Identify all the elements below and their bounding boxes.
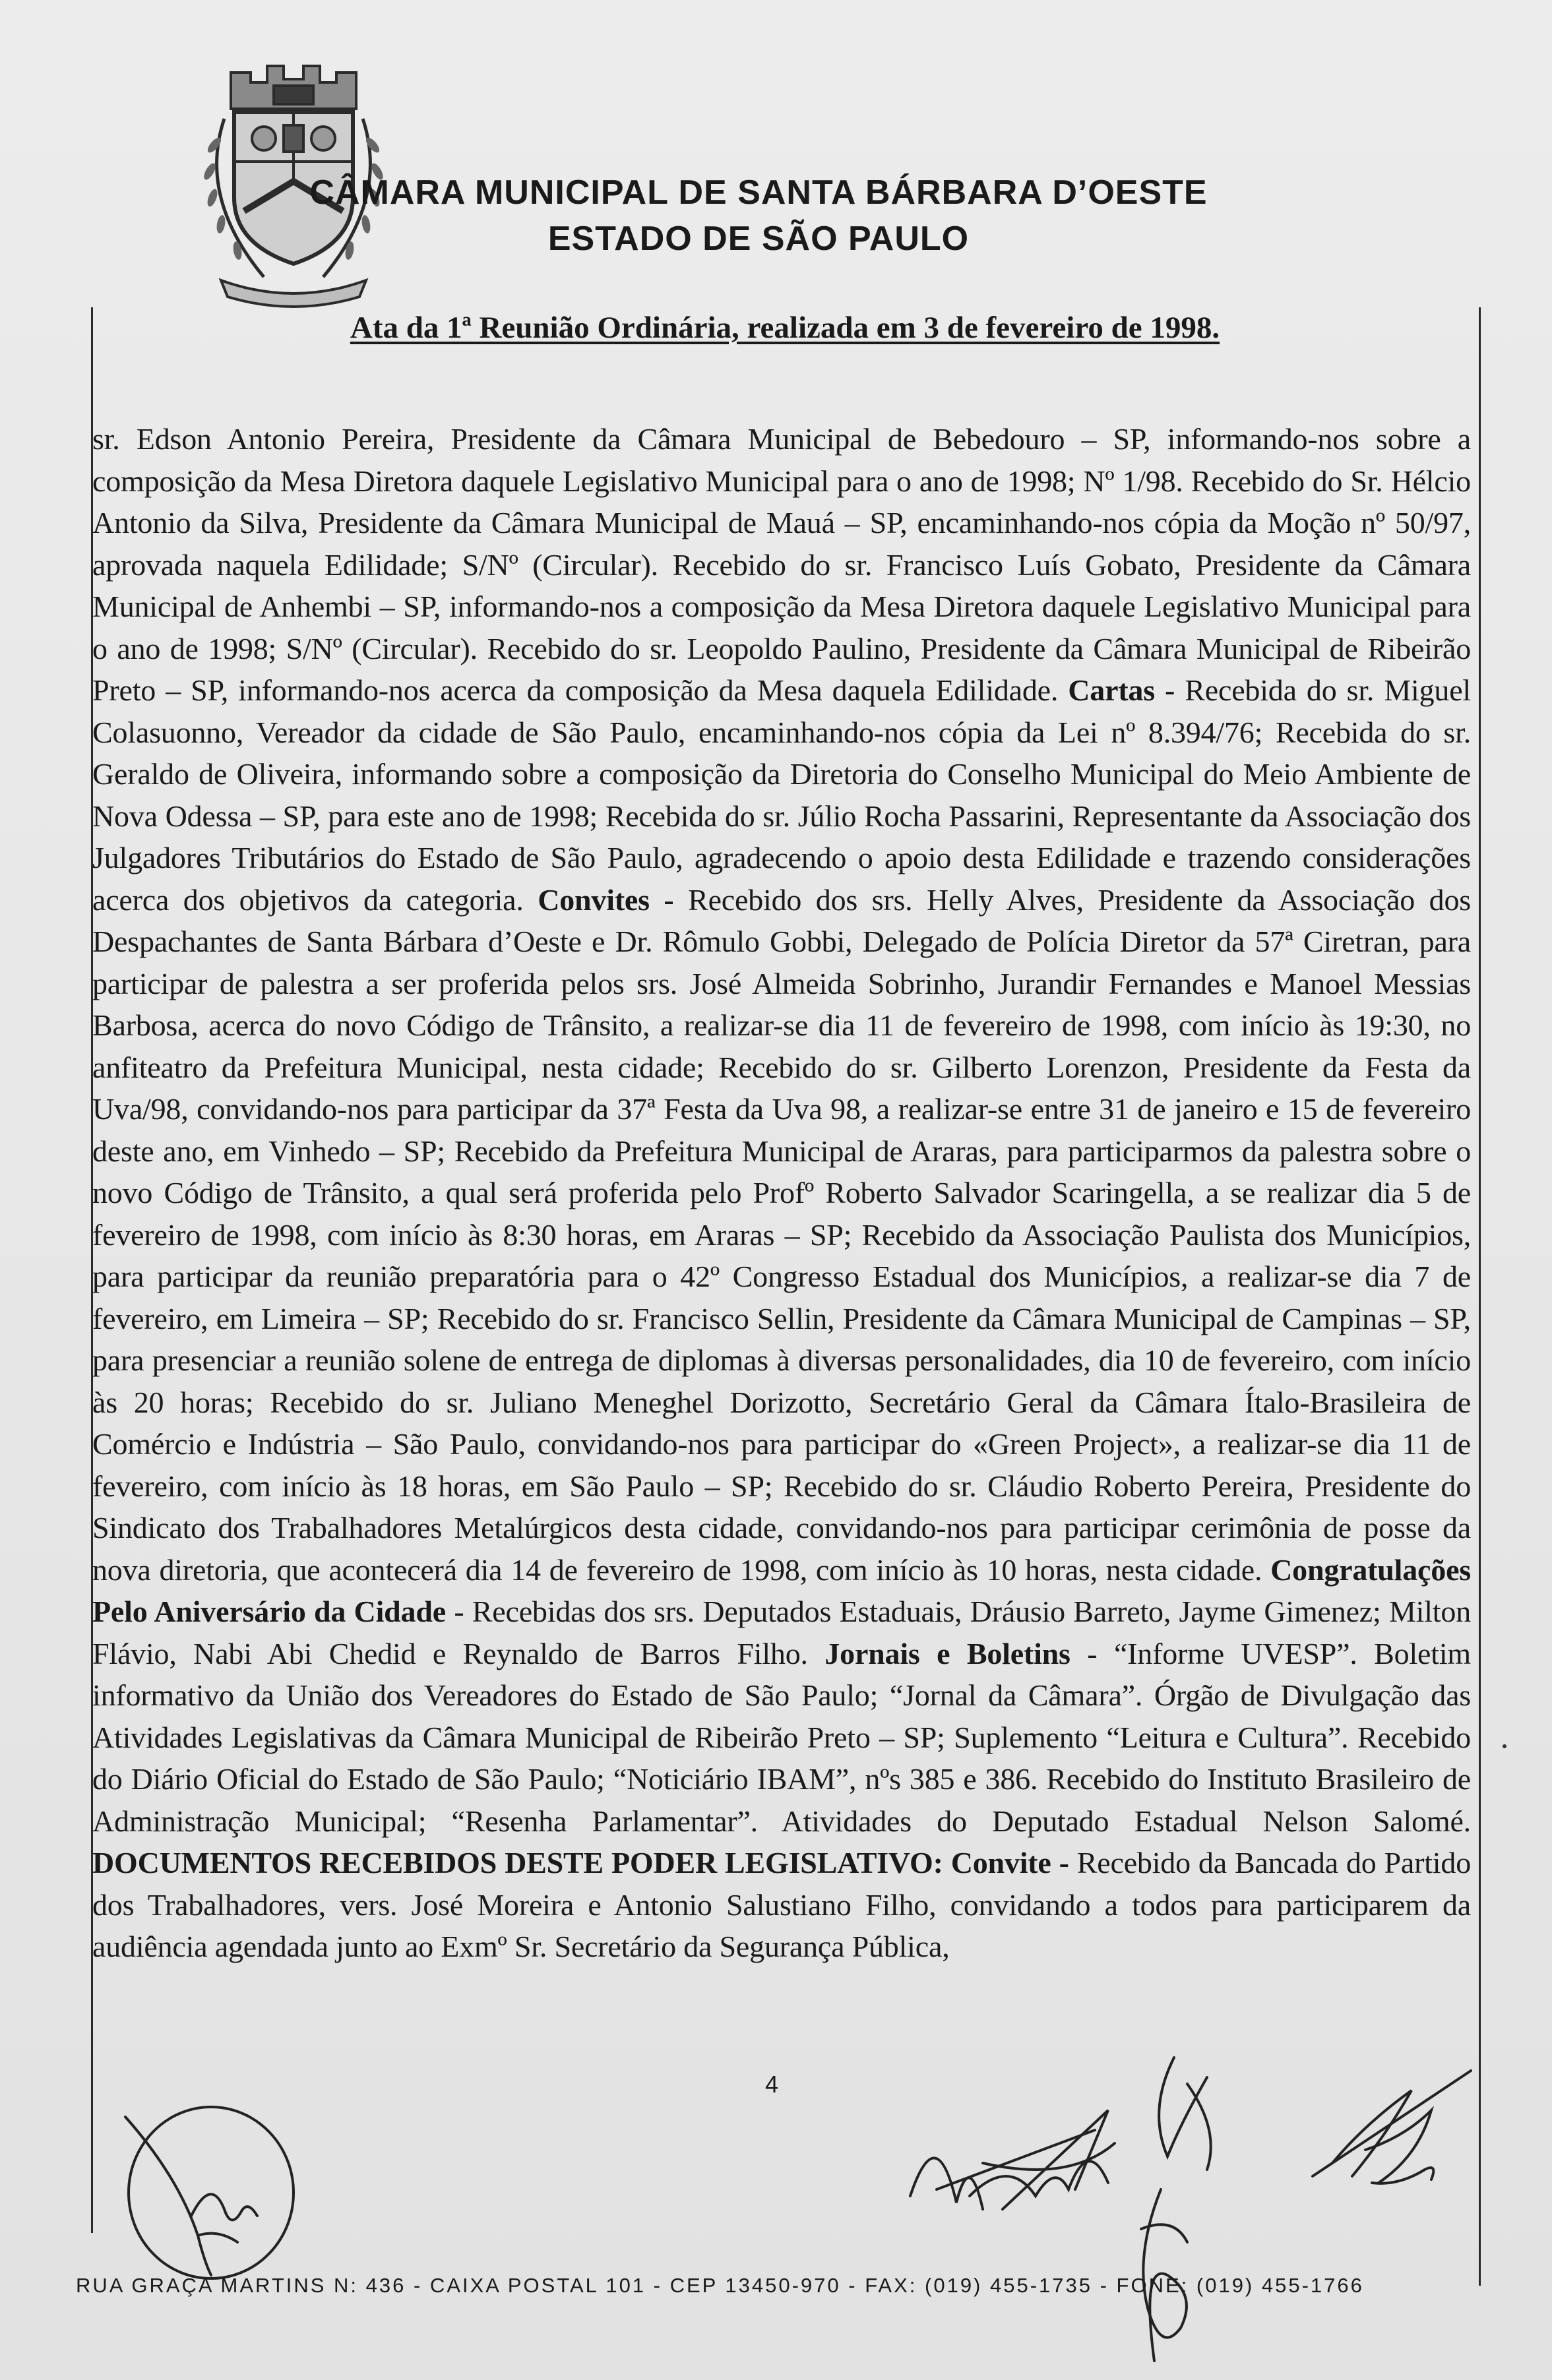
signature-right — [1273, 2051, 1484, 2216]
section-heading-cartas: Cartas - — [1068, 673, 1175, 707]
body-paragraph: Recebido da Bancada do Partido dos Trabalhadores, vers. José Moreira e Antonio Salustiano Filho, convidando a todos para participarem da audiência agendada junto ao Exmº Sr. Secretário da Segurança Pública, — [92, 1846, 1471, 1963]
body-paragraph: Recebida do sr. Miguel Colasuonno, Vereador da cidade de São Paulo, encaminhando-nos cópia da Lei nº 8.394/76; Recebida do sr. Geraldo de Oliveira, informando sobre a composição da Diretoria do Conselho Municipal do Meio Ambiente de Nova Odessa – SP, para este ano de 1998; Recebida do sr. Júlio Rocha Passarini, Representante da Associação dos Julgadores Tributários do Estado de São Paulo, agradecendo o apoio desta Edilidade e trazendo considerações acerca dos objetivos da categoria. — [92, 673, 1471, 917]
section-heading-jornais: Jornais e Boletins — [824, 1636, 1071, 1670]
footer-address: RUA GRAÇA MARTINS N: 436 - CAIXA POSTAL 101 - CEP 13450-970 - FAX: (019) 455-1735 - FONE: (019) 455-1766 — [76, 2274, 1364, 2297]
body-paragraph: - “Informe UVESP”. Boletim informativo da União dos Vereadores do Estado de São Paulo; “Jornal da Câmara”. Órgão de Divulgação das Atividades Legislativas da Câmara Municipal de Ribeirão Preto – SP; Suplemento “Leitura e Cultura”. Recebido do Diário Oficial do Estado de São Paulo; “Noticiário IBAM”, nºs 385 e 386. Recebido do Instituto Brasileiro de Administração Municipal; “Resenha Parlamentar”. Atividades do Deputado Estadual Nelson Salomé. — [92, 1636, 1471, 1838]
body-paragraph: Recebido dos srs. Helly Alves, Presidente da Associação dos Despachantes de Santa Bárbara d’Oeste e Dr. Rômulo Gobbi, Delegado de Polícia Diretor da 57ª Ciretran, para participar de palestra a ser proferida pelos srs. José Almeida Sobrinho, Jurandir Fernandes e Manoel Messias Barbosa, acerca do novo Código de Trânsito, a realizar-se dia 11 de fevereiro de 1998, com início às 19:30, no anfiteatro da Prefeitura Municipal, nesta cidade; Recebido do sr. Gilberto Lorenzon, Presidente da Festa da Uva/98, convidando-nos para participar da 37ª Festa da Uva 98, a realizar-se entre 31 de janeiro e 15 de fevereiro deste ano, em Vinhedo – SP; Recebido da Prefeitura Municipal de Araras, para participarmos da palestra sobre o novo Código de Trânsito, a qual será proferida pelo Profº Roberto Salvador Scaringella, a se realizar dia 5 de fevereiro de 1998, com início às 8:30 horas, em Araras – SP; Recebido da Associação Paulista dos Municípios, para participar da reunião preparatória para o 42º Congresso Estadual dos Municípios, a realizar-se dia 7 de fevereiro, em Limeira – SP; Recebido do sr. Francisco Sellin, Presidente da Câmara Municipal de Campinas – SP, para presenciar a reunião solene de entrega de diplomas à diversas personalidades, dia 10 de fevereiro, com início às 20 horas; Recebido do sr. Juliano Meneghel Dorizotto, Secretário Geral da Câmara Ítalo-Brasileira de Comércio e Indústria – São Paulo, convidando-nos para participar do «Green Project», a realizar-se dia 11 de fevereiro, com início às 18 horas, em São Paulo – SP; Recebido do sr. Cláudio Roberto Pereira, Presidente do Sindicato dos Trabalhadores Metalúrgicos desta cidade, convidando-nos para participar cerimônia de posse da nova diretoria, que acontecerá dia 14 de fevereiro de 1998, com início às 10 horas, nesta cidade. — [92, 882, 1471, 1587]
minutes-body — [92, 418, 1471, 1968]
institution-name: CÂMARA MUNICIPAL DE SANTA BÁRBARA D’OESTE — [309, 173, 1208, 212]
body-paragraph: sr. Edson Antonio Pereira, Presidente da Câmara Municipal de Bebedouro – SP, informando-nos sobre a composição da Mesa Diretora daquele Legislativo Municipal para o ano de 1998; Nº 1/98. Recebido do Sr. Hélcio Antonio da Silva, Presidente da Câmara Municipal de Mauá – SP, encaminhando-nos cópia da Moção nº 50/97, aprovada naquela Edilidade; S/Nº (Circular). Recebido do sr. Francisco Luís Gobato, Presidente da Câmara Municipal de Anhembi – SP, informando-nos a composição da Mesa Diretora daquele Legislativo Municipal para o ano de 1998; S/Nº (Circular). Recebido do sr. Leopoldo Paulino, Presidente da Câmara Municipal de Ribeirão Preto – SP, informando-nos acerca da composição da Mesa daquela Edilidade. — [92, 422, 1471, 707]
page-number: 4 — [764, 2071, 779, 2098]
body-paragraph: - Recebidas dos srs. Deputados Estaduais, Dráusio Barreto, Jayme Gimenez; Milton Flávio, Nabi Abi Chedid e Reynaldo de Barros Filho. — [92, 1595, 1471, 1670]
signature-left — [99, 2077, 303, 2295]
signature-center — [897, 2031, 1266, 2242]
section-heading-congratulacoes: Congratulações Pelo Aniversário da Cidade — [92, 1552, 1471, 1628]
state-name: ESTADO DE SÃO PAULO — [547, 220, 970, 258]
stray-mark — [1503, 1744, 1506, 1748]
right-margin-rule — [1479, 307, 1481, 2286]
section-heading-documentos: DOCUMENTOS RECEBIDOS DESTE PODER LEGISLATIVO: Convite - — [92, 1846, 1069, 1879]
minutes-title: Ata da 1ª Reunião Ordinária, realizada em 3 de fevereiro de 1998. — [350, 311, 1220, 345]
section-heading-convites: Convites - — [538, 882, 674, 917]
